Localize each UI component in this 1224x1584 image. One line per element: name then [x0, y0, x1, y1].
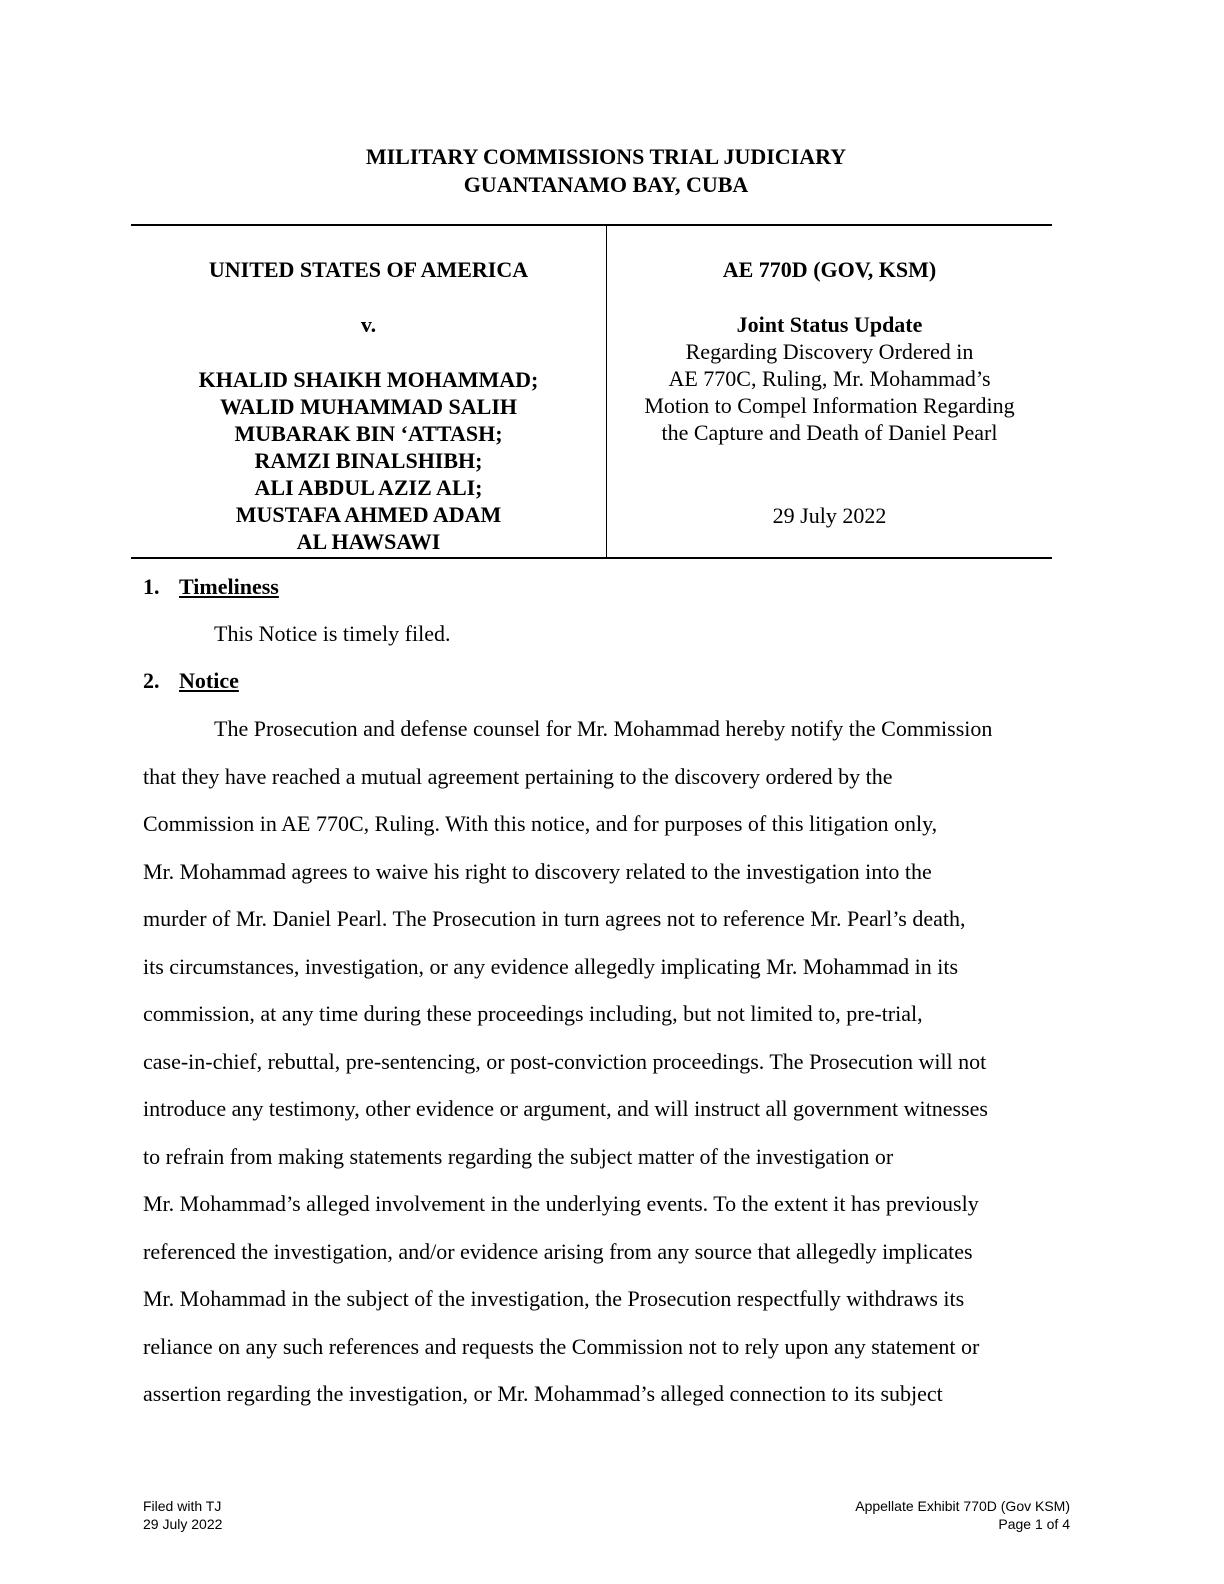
footer-filed-with: Filed with TJ — [143, 1498, 222, 1514]
section-heading-notice — [143, 667, 239, 695]
timeliness-paragraph — [143, 620, 1073, 668]
defendant-line: AL HAWSAWI — [296, 529, 441, 554]
defendant-line: RAMZI BINALSHIBH; — [254, 448, 483, 473]
court-name: MILITARY COMMISSIONS TRIAL JUDICIARY — [365, 144, 847, 169]
paragraph-line: that they have reached a mutual agreement pertaining to the discovery ordered by the — [143, 763, 893, 789]
section-number: 1. — [143, 574, 160, 599]
subtitle-line: Motion to Compel Information Regarding — [644, 393, 1015, 418]
document-subtitle — [607, 338, 1052, 446]
paragraph-line: assertion regarding the investigation, or Mr. Mohammad’s alleged connection to its subject — [143, 1381, 943, 1406]
footer-filed-date: 29 July 2022 — [143, 1516, 223, 1532]
paragraph-line: case-in-chief, rebuttal, pre-sentencing, or post-conviction proceedings. The Prosecution will not — [143, 1048, 987, 1074]
paragraph-line: referenced the investigation, and/or evidence arising from any source that allegedly implicates — [143, 1238, 973, 1264]
paragraph-line: The Prosecution and defense counsel for Mr. Mohammad hereby notify the Commission — [214, 716, 993, 741]
subtitle-line: Regarding Discovery Ordered in — [685, 339, 974, 364]
court-heading — [0, 143, 1212, 199]
paragraph-line: murder of Mr. Daniel Pearl. The Prosecution in turn agrees not to reference Mr. Pearl’s death, — [143, 906, 966, 931]
paragraph-line: commission, at any time during these proceedings including, but not limited to, pre-trial, — [143, 1001, 923, 1026]
paragraph-line: introduce any testimony, other evidence or argument, and will instruct all government witnesses — [143, 1096, 988, 1121]
paragraph-line: reliance on any such references and requests the Commission not to rely upon any statement or — [143, 1333, 980, 1359]
footer-page-number: Page 1 of 4 — [998, 1516, 1070, 1532]
defendant-line: MUBARAK BIN ‘ATTASH; — [234, 421, 503, 446]
footer-exhibit-info — [855, 1497, 1070, 1533]
section-heading-timeliness — [143, 573, 279, 601]
caption-parties — [131, 226, 606, 557]
notice-paragraph — [143, 715, 1073, 1428]
paragraph-line: its circumstances, investigation, or any evidence allegedly implicating Mr. Mohammad in its — [143, 953, 959, 979]
document-title: Joint Status Update — [736, 312, 923, 337]
section-title: Timeliness — [179, 574, 279, 599]
caption-document-info — [607, 226, 1052, 557]
defendants-list — [131, 366, 606, 555]
defendant-line: KHALID SHAIKH MOHAMMAD; — [198, 367, 539, 392]
footer-filing-info — [143, 1497, 222, 1533]
subtitle-line: the Capture and Death of Daniel Pearl — [661, 420, 998, 445]
section-number: 2. — [143, 668, 160, 693]
defendant-line: ALI ABDUL AZIZ ALI; — [254, 475, 483, 500]
court-location: GUANTANAMO BAY, CUBA — [463, 172, 749, 197]
document-date: 29 July 2022 — [772, 503, 887, 528]
plaintiff-name: UNITED STATES OF AMERICA — [208, 257, 529, 282]
case-caption — [131, 224, 1052, 559]
defendant-line: WALID MUHAMMAD SALIH — [220, 394, 517, 419]
defendant-line: MUSTAFA AHMED ADAM — [235, 502, 502, 527]
exhibit-number: AE 770D (GOV, KSM) — [722, 257, 937, 282]
subtitle-line: AE 770C, Ruling, Mr. Mohammad’s — [668, 366, 991, 391]
footer-exhibit-label: Appellate Exhibit 770D (Gov KSM) — [855, 1498, 1070, 1514]
paragraph-line: to refrain from making statements regarding the subject matter of the investigation or — [143, 1143, 894, 1169]
paragraph-line: Commission in AE 770C, Ruling. With this notice, and for purposes of this litigation only, — [143, 811, 938, 836]
paragraph-line: Mr. Mohammad agrees to waive his right to discovery related to the investigation into the — [143, 858, 932, 884]
paragraph-line: This Notice is timely filed. — [214, 621, 451, 646]
versus-label: v. — [360, 312, 377, 337]
paragraph-line: Mr. Mohammad’s alleged involvement in the underlying events. To the extent it has previously — [143, 1191, 979, 1216]
paragraph-line: Mr. Mohammad in the subject of the investigation, the Prosecution respectfully withdraws its — [143, 1286, 965, 1311]
section-title: Notice — [179, 668, 239, 693]
